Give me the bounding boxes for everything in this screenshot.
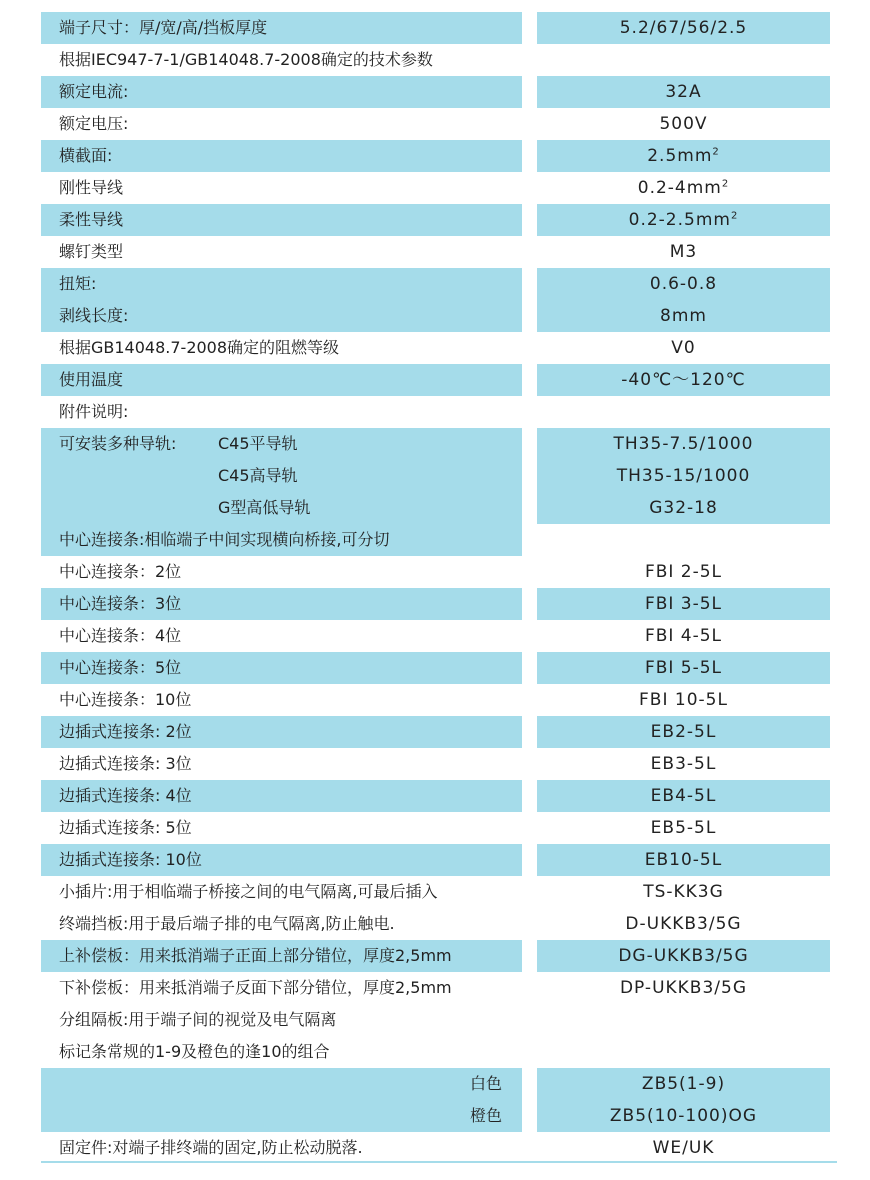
superscript: 2 — [721, 178, 730, 190]
spec-label-upper-comp: 上补偿板：用来抵消端子正面上部分错位，厚度2,5mm — [41, 940, 522, 972]
spec-value-fbi-2: FBI 2-5L — [644, 562, 723, 582]
spec-value-rigid-wire — [537, 172, 830, 204]
spec-label-cross-section: 横截面: — [41, 140, 522, 172]
rail-name: C45高导轨 — [218, 466, 298, 485]
spec-label-fbi-10: 中心连接条：10位 — [59, 690, 192, 709]
marker-color: 橙色 — [470, 1106, 503, 1125]
spec-label-center-bridge: 中心连接条:相临端子中间实现横向桥接,可分切 — [41, 524, 522, 556]
spec-label-strip-length: 剥线长度: — [41, 300, 522, 332]
spec-label-rated-voltage: 额定电压: — [59, 114, 129, 133]
spec-value-cross-section-text: 2.5mm — [647, 146, 713, 166]
marker-color: 白色 — [470, 1074, 503, 1093]
rail-code: TH35-15/1000 — [616, 466, 751, 486]
spec-value-rigid-wire-text: 0.2-4mm — [637, 178, 722, 198]
spec-label-screw-type: 螺钉类型 — [59, 242, 124, 261]
spec-label-insert-plate: 小插片:用于相临端子桥接之间的电气隔离,可最后插入 — [59, 882, 438, 901]
spec-label-fbi-2: 中心连接条：2位 — [59, 562, 182, 581]
spec-label-eb-3: 边插式连接条: 3位 — [59, 754, 192, 773]
spec-label-dimensions: 端子尺寸：厚/宽/高/挡板厚度 — [41, 12, 522, 44]
spec-value-eb-3: EB3-5L — [650, 754, 717, 774]
rail-code: TH35-7.5/1000 — [613, 434, 754, 454]
spec-label-rated-current: 额定电流: — [41, 76, 522, 108]
spec-value-fixing: WE/UK — [652, 1138, 715, 1158]
spec-value-accessories — [537, 396, 830, 428]
bottom-divider — [41, 1161, 837, 1163]
spec-value-center-bridge — [537, 524, 830, 556]
spec-value-torque: 0.6-0.8 — [537, 268, 830, 300]
spec-label-eb-4: 边插式连接条: 4位 — [41, 780, 522, 812]
spec-label-fixing: 固定件:对端子排终端的固定,防止松动脱落. — [59, 1138, 363, 1157]
spec-label-lower-comp: 下补偿板：用来抵消端子反面下部分错位，厚度2,5mm — [59, 978, 452, 997]
spec-value-rated-voltage: 500V — [659, 114, 708, 134]
spec-value-rated-current: 32A — [537, 76, 830, 108]
spec-value-upper-comp: DG-UKKB3/5G — [537, 940, 830, 972]
spec-label-eb-2: 边插式连接条: 2位 — [41, 716, 522, 748]
spec-label-eb-5: 边插式连接条: 5位 — [59, 818, 192, 837]
spec-value-fbi-5: FBI 5-5L — [537, 652, 830, 684]
spec-value-screw-type: M3 — [669, 242, 698, 262]
rails-intro: 可安装多种导轨: — [59, 434, 177, 453]
spec-value-fbi-3: FBI 3-5L — [537, 588, 830, 620]
spec-label-temperature: 使用温度 — [41, 364, 522, 396]
rail-name: C45平导轨 — [218, 434, 298, 453]
spec-label-end-plate: 终端挡板:用于最后端子排的电气隔离,防止触电. — [59, 914, 395, 933]
spec-label-flame-rating: 根据GB14048.7-2008确定的阻燃等级 — [59, 338, 340, 357]
spec-value-cross-section — [537, 140, 830, 172]
spec-value-eb-10: EB10-5L — [537, 844, 830, 876]
spec-value-iec-params — [537, 44, 830, 76]
spec-value-lower-comp: DP-UKKB3/5G — [619, 978, 748, 998]
spec-value-flexible-wire-text: 0.2-2.5mm — [628, 210, 731, 230]
marker-color-block — [41, 1068, 522, 1132]
spec-value-fbi-10: FBI 10-5L — [639, 690, 728, 710]
spec-label-fbi-3: 中心连接条：3位 — [41, 588, 522, 620]
spec-value-eb-4: EB4-5L — [537, 780, 830, 812]
rail-name: G型高低导轨 — [218, 498, 311, 517]
spec-value-insert-plate: TS-KK3G — [643, 882, 724, 902]
superscript: 2 — [730, 210, 739, 222]
spec-value-flexible-wire — [537, 204, 830, 236]
spec-label-flexible-wire: 柔性导线 — [41, 204, 522, 236]
spec-label-accessories: 附件说明: — [59, 402, 129, 421]
spec-value-flame-rating: V0 — [671, 338, 696, 358]
spec-label-torque: 扭矩: — [41, 268, 522, 300]
rail-code: G32-18 — [649, 498, 718, 518]
spec-value-eb-5: EB5-5L — [650, 818, 717, 838]
spec-value-marker-strip — [537, 1036, 830, 1068]
superscript: 2 — [712, 146, 720, 158]
spec-label-group-separator: 分组隔板:用于端子间的视觉及电气隔离 — [59, 1010, 337, 1029]
spec-value-end-plate: D-UKKB3/5G — [625, 914, 742, 934]
spec-label-eb-10: 边插式连接条: 10位 — [41, 844, 522, 876]
marker-code: ZB5(10-100)OG — [609, 1106, 758, 1126]
spec-value-strip-length: 8mm — [537, 300, 830, 332]
spec-value-eb-2: EB2-5L — [537, 716, 830, 748]
spec-value-temperature: -40℃～120℃ — [537, 364, 830, 396]
spec-label-marker-strip: 标记条常规的1-9及橙色的逢10的组合 — [59, 1042, 330, 1061]
spec-label-iec-params: 根据IEC947-7-1/GB14048.7-2008确定的技术参数 — [59, 50, 433, 69]
spec-value-dimensions: 5.2/67/56/2.5 — [537, 12, 830, 44]
spec-label-rigid-wire: 刚性导线 — [59, 178, 124, 197]
spec-label-fbi-4: 中心连接条：4位 — [59, 626, 182, 645]
spec-value-group-separator — [537, 1004, 830, 1036]
spec-label-fbi-5: 中心连接条：5位 — [41, 652, 522, 684]
marker-code: ZB5(1-9) — [641, 1074, 726, 1094]
spec-value-fbi-4: FBI 4-5L — [644, 626, 723, 646]
